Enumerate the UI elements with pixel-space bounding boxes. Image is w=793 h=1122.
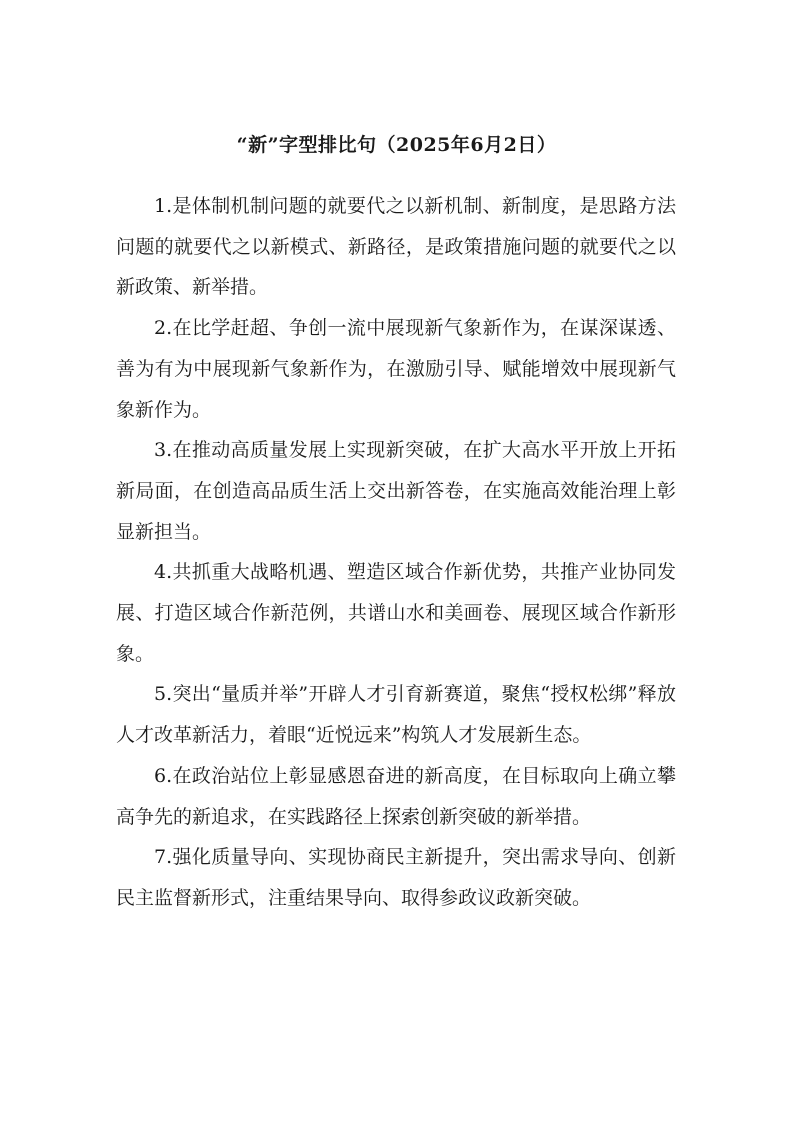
- paragraph-6: 6.在政治站位上彰显感恩奋进的新高度，在目标取向上确立攀高争先的新追求，在实践路径上探索创新突破的新举措。: [116, 764, 676, 828]
- paragraph-3: 3.在推动高质量发展上实现新突破，在扩大高水平开放上开拓新局面，在创造高品质生活上交出新答卷，在实施高效能治理上彰显新担当。: [116, 439, 676, 543]
- paragraph-1: 1.是体制机制问题的就要代之以新机制、新制度，是思路方法问题的就要代之以新模式、新路径，是政策措施问题的就要代之以新政策、新举措。: [116, 195, 676, 299]
- paragraph-2: 2.在比学赶超、争创一流中展现新气象新作为，在谋深谋透、善为有为中展现新气象新作为，在激励引导、赋能增效中展现新气象新作为。: [116, 317, 676, 421]
- paragraph-5: 5.突出“量质并举”开辟人才引育新赛道，聚焦“授权松绑”释放人才改革新活力，着眼“近悦远来”构筑人才发展新生态。: [116, 683, 676, 747]
- document-body: [116, 186, 676, 919]
- document-title: “新”字型排比句（2025年6月2日）: [236, 134, 557, 156]
- paragraph-4: 4.共抓重大战略机遇、塑造区域合作新优势，共推产业协同发展、打造区域合作新范例，共谱山水和美画卷、展现区域合作新形象。: [116, 561, 676, 665]
- paragraph-7: 7.强化质量导向、实现协商民主新提升，突出需求导向、创新民主监督新形式，注重结果导向、取得参政议政新突破。: [116, 846, 676, 909]
